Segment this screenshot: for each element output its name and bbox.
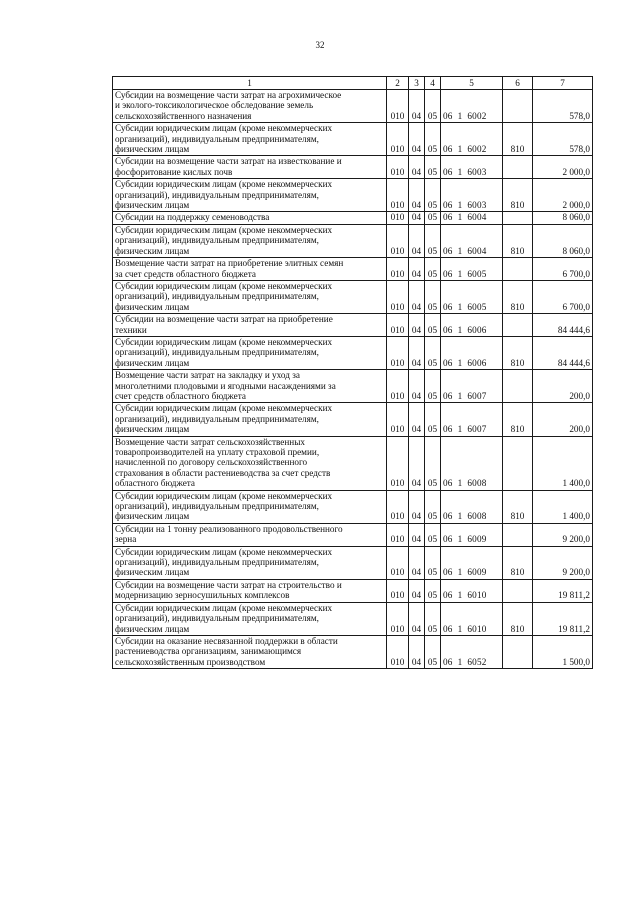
section-code-cell: 04 bbox=[409, 156, 425, 179]
section-code-cell: 04 bbox=[409, 90, 425, 123]
ministry-code-cell: 010 bbox=[387, 212, 409, 224]
target-article-cell: 06 1 6008 bbox=[441, 436, 503, 490]
table-row bbox=[113, 123, 593, 156]
amount-cell: 6 700,0 bbox=[533, 280, 593, 313]
expense-type-cell: 810 bbox=[503, 123, 533, 156]
ministry-code-cell: 010 bbox=[387, 490, 409, 523]
target-article-cell: 06 1 6002 bbox=[441, 90, 503, 123]
subsection-code-cell: 05 bbox=[425, 156, 441, 179]
table-row bbox=[113, 436, 593, 490]
item-name-cell bbox=[113, 546, 387, 579]
table-row bbox=[113, 179, 593, 212]
section-code-cell: 04 bbox=[409, 579, 425, 602]
ministry-code-cell: 010 bbox=[387, 179, 409, 212]
item-name-line: техники bbox=[115, 324, 147, 335]
amount-cell: 84 444,6 bbox=[533, 314, 593, 337]
budget-table bbox=[112, 76, 593, 669]
amount-cell: 84 444,6 bbox=[533, 336, 593, 369]
item-name-cell bbox=[113, 602, 387, 635]
item-name-line: Субсидии на 1 тонну реализованного продовольственного bbox=[115, 523, 343, 534]
subsection-code-cell: 05 bbox=[425, 212, 441, 224]
ministry-code-cell: 010 bbox=[387, 635, 409, 668]
expense-type-cell: 810 bbox=[503, 179, 533, 212]
subsection-code-cell: 05 bbox=[425, 314, 441, 337]
ministry-code-cell: 010 bbox=[387, 602, 409, 635]
amount-cell: 6 700,0 bbox=[533, 258, 593, 281]
table-row bbox=[113, 635, 593, 668]
target-article-cell: 06 1 6003 bbox=[441, 156, 503, 179]
item-name-line: Субсидии юридическим лицам (кроме некоммерческих bbox=[115, 123, 333, 134]
target-article-cell: 06 1 6006 bbox=[441, 314, 503, 337]
item-name-line: физическим лицам bbox=[115, 200, 190, 211]
item-name-line: Субсидии юридическим лицам (кроме некоммерческих bbox=[115, 280, 333, 291]
section-code-cell: 04 bbox=[409, 546, 425, 579]
item-name-line: физическим лицам bbox=[115, 623, 190, 634]
ministry-code-cell: 010 bbox=[387, 123, 409, 156]
amount-cell: 9 200,0 bbox=[533, 523, 593, 546]
subsection-code-cell: 05 bbox=[425, 123, 441, 156]
ministry-code-cell: 010 bbox=[387, 523, 409, 546]
item-name-line: Субсидии на возмещение части затрат на приобретение bbox=[115, 314, 333, 325]
item-name-cell bbox=[113, 490, 387, 523]
expense-type-cell: 810 bbox=[503, 403, 533, 436]
expense-type-cell bbox=[503, 579, 533, 602]
target-article-cell: 06 1 6004 bbox=[441, 224, 503, 257]
table-row bbox=[113, 523, 593, 546]
item-name-cell bbox=[113, 314, 387, 337]
section-code-cell: 04 bbox=[409, 403, 425, 436]
target-article-cell: 06 1 6010 bbox=[441, 602, 503, 635]
section-code-cell: 04 bbox=[409, 280, 425, 313]
subsection-code-cell: 05 bbox=[425, 258, 441, 281]
item-name-cell bbox=[113, 156, 387, 179]
item-name-cell bbox=[113, 179, 387, 212]
item-name-line: организаций), индивидуальным предпринимателям, bbox=[115, 557, 319, 568]
amount-cell: 9 200,0 bbox=[533, 546, 593, 579]
item-name-line: за счет средств областного бюджета bbox=[115, 268, 256, 279]
section-code-cell: 04 bbox=[409, 314, 425, 337]
amount-cell: 2 000,0 bbox=[533, 156, 593, 179]
section-code-cell: 04 bbox=[409, 224, 425, 257]
table-row bbox=[113, 546, 593, 579]
item-name-line: физическим лицам bbox=[115, 144, 190, 155]
expense-type-cell bbox=[503, 635, 533, 668]
item-name-line: зерна bbox=[115, 534, 137, 545]
item-name-line: Субсидии юридическим лицам (кроме некоммерческих bbox=[115, 602, 333, 613]
header-cell: 3 bbox=[409, 77, 425, 90]
target-article-cell: 06 1 6009 bbox=[441, 523, 503, 546]
item-name-cell bbox=[113, 635, 387, 668]
header-cell: 5 bbox=[441, 77, 503, 90]
header-cell: 4 bbox=[425, 77, 441, 90]
amount-cell: 200,0 bbox=[533, 370, 593, 403]
item-name-cell bbox=[113, 336, 387, 369]
item-name-line: и эколого-токсикологическое обследование земель bbox=[115, 100, 314, 111]
amount-cell: 578,0 bbox=[533, 123, 593, 156]
item-name-cell bbox=[113, 212, 387, 224]
target-article-cell: 06 1 6010 bbox=[441, 579, 503, 602]
item-name-line: многолетними плодовыми и ягодными насаждениями за bbox=[115, 380, 336, 391]
target-article-cell: 06 1 6002 bbox=[441, 123, 503, 156]
header-cell: 6 bbox=[503, 77, 533, 90]
section-code-cell: 04 bbox=[409, 523, 425, 546]
item-name-cell bbox=[113, 579, 387, 602]
item-name-line: страхования в области растениеводства за счет средств bbox=[115, 467, 331, 478]
item-name-cell bbox=[113, 258, 387, 281]
item-name-cell bbox=[113, 280, 387, 313]
item-name-line: Субсидии юридическим лицам (кроме некоммерческих bbox=[115, 336, 333, 347]
subsection-code-cell: 05 bbox=[425, 370, 441, 403]
item-name-cell bbox=[113, 523, 387, 546]
target-article-cell: 06 1 6008 bbox=[441, 490, 503, 523]
section-code-cell: 04 bbox=[409, 179, 425, 212]
ministry-code-cell: 010 bbox=[387, 403, 409, 436]
item-name-line: Возмещение части затрат на приобретение элитных семян bbox=[115, 258, 344, 269]
item-name-cell bbox=[113, 370, 387, 403]
ministry-code-cell: 010 bbox=[387, 258, 409, 281]
section-code-cell: 04 bbox=[409, 436, 425, 490]
item-name-line: счет средств областного бюджета bbox=[115, 390, 246, 401]
amount-cell: 578,0 bbox=[533, 90, 593, 123]
ministry-code-cell: 010 bbox=[387, 314, 409, 337]
target-article-cell: 06 1 6004 bbox=[441, 212, 503, 224]
item-name-line: физическим лицам bbox=[115, 567, 190, 578]
section-code-cell: 04 bbox=[409, 336, 425, 369]
target-article-cell: 06 1 6007 bbox=[441, 403, 503, 436]
table-row bbox=[113, 90, 593, 123]
subsection-code-cell: 05 bbox=[425, 490, 441, 523]
item-name-line: физическим лицам bbox=[115, 301, 190, 312]
page-number: 32 bbox=[315, 40, 325, 50]
ministry-code-cell: 010 bbox=[387, 280, 409, 313]
ministry-code-cell: 010 bbox=[387, 156, 409, 179]
item-name-line: Субсидии на возмещение части затрат на известкование и bbox=[115, 156, 342, 167]
target-article-cell: 06 1 6007 bbox=[441, 370, 503, 403]
ministry-code-cell: 010 bbox=[387, 579, 409, 602]
subsection-code-cell: 05 bbox=[425, 280, 441, 313]
item-name-cell bbox=[113, 123, 387, 156]
amount-cell: 19 811,2 bbox=[533, 602, 593, 635]
section-code-cell: 04 bbox=[409, 370, 425, 403]
subsection-code-cell: 05 bbox=[425, 546, 441, 579]
section-code-cell: 04 bbox=[409, 602, 425, 635]
amount-cell: 200,0 bbox=[533, 403, 593, 436]
item-name-line: организаций), индивидуальным предпринимателям, bbox=[115, 291, 319, 302]
table-row bbox=[113, 490, 593, 523]
amount-cell: 2 000,0 bbox=[533, 179, 593, 212]
item-name-line: Субсидии юридическим лицам (кроме некоммерческих bbox=[115, 179, 333, 190]
section-code-cell: 04 bbox=[409, 123, 425, 156]
expense-type-cell: 810 bbox=[503, 546, 533, 579]
item-name-cell bbox=[113, 90, 387, 123]
subsection-code-cell: 05 bbox=[425, 403, 441, 436]
item-name-line: организаций), индивидуальным предпринимателям, bbox=[115, 235, 319, 246]
expense-type-cell: 810 bbox=[503, 336, 533, 369]
item-name-line: физическим лицам bbox=[115, 245, 190, 256]
item-name-line: Возмещение части затрат на закладку и уход за bbox=[115, 370, 300, 381]
header-cell: 7 bbox=[533, 77, 593, 90]
item-name-line: начисленной по договору сельскохозяйственного bbox=[115, 457, 308, 468]
item-name-line: Субсидии юридическим лицам (кроме некоммерческих bbox=[115, 490, 333, 501]
item-name-line: физическим лицам bbox=[115, 511, 190, 522]
table-row bbox=[113, 212, 593, 224]
item-name-line: модернизацию зерносушильных комплексов bbox=[115, 590, 290, 601]
item-name-cell bbox=[113, 403, 387, 436]
ministry-code-cell: 010 bbox=[387, 90, 409, 123]
expense-type-cell: 810 bbox=[503, 280, 533, 313]
item-name-line: сельскохозяйственного назначения bbox=[115, 110, 252, 121]
subsection-code-cell: 05 bbox=[425, 635, 441, 668]
table-row bbox=[113, 370, 593, 403]
ministry-code-cell: 010 bbox=[387, 224, 409, 257]
table-row bbox=[113, 579, 593, 602]
item-name-line: Субсидии юридическим лицам (кроме некоммерческих bbox=[115, 403, 333, 414]
amount-cell: 1 500,0 bbox=[533, 635, 593, 668]
subsection-code-cell: 05 bbox=[425, 579, 441, 602]
amount-cell: 8 060,0 bbox=[533, 212, 593, 224]
table-row bbox=[113, 602, 593, 635]
item-name-line: организаций), индивидуальным предпринимателям, bbox=[115, 501, 319, 512]
item-name-line: организаций), индивидуальным предпринимателям, bbox=[115, 413, 319, 424]
item-name-line: физическим лицам bbox=[115, 357, 190, 368]
item-name-line: организаций), индивидуальным предпринимателям, bbox=[115, 613, 319, 624]
table-row bbox=[113, 258, 593, 281]
item-name-line: Субсидии на возмещение части затрат на агрохимическое bbox=[115, 90, 342, 100]
header-cell: 1 bbox=[113, 77, 387, 90]
subsection-code-cell: 05 bbox=[425, 179, 441, 212]
expense-type-cell bbox=[503, 523, 533, 546]
expense-type-cell bbox=[503, 258, 533, 281]
section-code-cell: 04 bbox=[409, 490, 425, 523]
ministry-code-cell: 010 bbox=[387, 370, 409, 403]
target-article-cell: 06 1 6052 bbox=[441, 635, 503, 668]
expense-type-cell: 810 bbox=[503, 490, 533, 523]
subsection-code-cell: 05 bbox=[425, 436, 441, 490]
expense-type-cell bbox=[503, 436, 533, 490]
expense-type-cell bbox=[503, 90, 533, 123]
item-name-line: товаропроизводителей на уплату страховой премии, bbox=[115, 447, 320, 457]
amount-cell: 8 060,0 bbox=[533, 224, 593, 257]
header-cell: 2 bbox=[387, 77, 409, 90]
expense-type-cell bbox=[503, 314, 533, 337]
subsection-code-cell: 05 bbox=[425, 523, 441, 546]
subsection-code-cell: 05 bbox=[425, 602, 441, 635]
item-name-line: Субсидии на возмещение части затрат на строительство и bbox=[115, 579, 342, 590]
item-name-line: организаций), индивидуальным предпринимателям, bbox=[115, 133, 319, 144]
expense-type-cell: 810 bbox=[503, 224, 533, 257]
table-row bbox=[113, 403, 593, 436]
table-row bbox=[113, 336, 593, 369]
header-row bbox=[113, 77, 593, 90]
ministry-code-cell: 010 bbox=[387, 336, 409, 369]
amount-cell: 1 400,0 bbox=[533, 436, 593, 490]
item-name-cell bbox=[113, 224, 387, 257]
item-name-line: растениеводства организациям, занимающимся bbox=[115, 646, 302, 657]
expense-type-cell bbox=[503, 156, 533, 179]
table-row bbox=[113, 280, 593, 313]
subsection-code-cell: 05 bbox=[425, 224, 441, 257]
subsection-code-cell: 05 bbox=[425, 90, 441, 123]
section-code-cell: 04 bbox=[409, 258, 425, 281]
item-name-line: Субсидии юридическим лицам (кроме некоммерческих bbox=[115, 224, 333, 235]
table-row bbox=[113, 224, 593, 257]
target-article-cell: 06 1 6009 bbox=[441, 546, 503, 579]
item-name-line: Возмещение части затрат сельскохозяйственных bbox=[115, 436, 305, 447]
item-name-line: организаций), индивидуальным предпринимателям, bbox=[115, 189, 319, 200]
item-name-line: сельскохозяйственным производством bbox=[115, 656, 266, 667]
target-article-cell: 06 1 6006 bbox=[441, 336, 503, 369]
expense-type-cell bbox=[503, 212, 533, 224]
amount-cell: 19 811,2 bbox=[533, 579, 593, 602]
target-article-cell: 06 1 6005 bbox=[441, 280, 503, 313]
item-name-line: Субсидии юридическим лицам (кроме некоммерческих bbox=[115, 546, 333, 557]
section-code-cell: 04 bbox=[409, 635, 425, 668]
table-row bbox=[113, 314, 593, 337]
ministry-code-cell: 010 bbox=[387, 436, 409, 490]
item-name-cell bbox=[113, 436, 387, 490]
target-article-cell: 06 1 6005 bbox=[441, 258, 503, 281]
ministry-code-cell: 010 bbox=[387, 546, 409, 579]
expense-type-cell: 810 bbox=[503, 602, 533, 635]
item-name-line: организаций), индивидуальным предпринимателям, bbox=[115, 347, 319, 358]
amount-cell: 1 400,0 bbox=[533, 490, 593, 523]
item-name-line: Субсидии на поддержку семеноводства bbox=[115, 212, 270, 223]
table-body bbox=[113, 90, 593, 669]
item-name-line: физическим лицам bbox=[115, 424, 190, 435]
expense-type-cell bbox=[503, 370, 533, 403]
subsection-code-cell: 05 bbox=[425, 336, 441, 369]
item-name-line: Субсидии на оказание несвязанной поддержки в области bbox=[115, 635, 338, 646]
target-article-cell: 06 1 6003 bbox=[441, 179, 503, 212]
section-code-cell: 04 bbox=[409, 212, 425, 224]
item-name-line: областного бюджета bbox=[115, 478, 195, 489]
table-row bbox=[113, 156, 593, 179]
item-name-line: фосфоритование кислых почв bbox=[115, 166, 233, 177]
